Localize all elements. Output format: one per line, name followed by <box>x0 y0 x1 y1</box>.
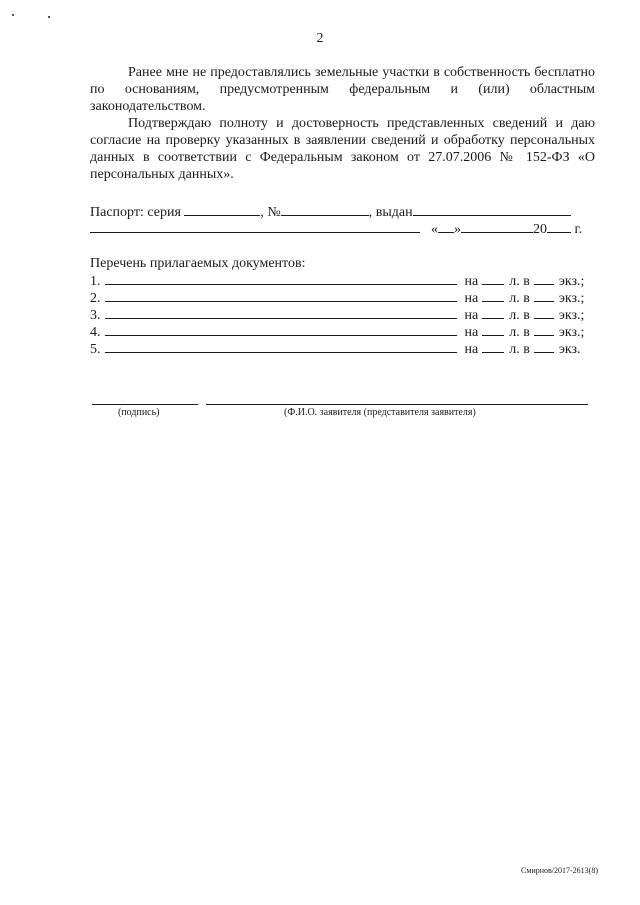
page-number: 2 <box>316 31 324 46</box>
document-item-row <box>90 340 580 358</box>
document-name-field[interactable] <box>105 306 457 319</box>
document-ekz-label: экз.; <box>558 325 585 340</box>
document-ekz-label: экз.; <box>558 291 585 306</box>
document-item-number: 4. <box>90 325 101 340</box>
year-suffix: г. <box>574 222 583 237</box>
passport-number-field[interactable] <box>281 203 369 216</box>
document-copies-field[interactable] <box>534 306 554 319</box>
document-item-row <box>90 272 584 290</box>
passport-series-field[interactable] <box>184 203 260 216</box>
document-copies-field[interactable] <box>534 289 554 302</box>
document-lv-label: л. в <box>509 291 530 306</box>
document-na-label: на <box>464 291 479 306</box>
document-na-label: на <box>464 325 479 340</box>
document-copies-field[interactable] <box>534 340 554 353</box>
signature-caption: (подпись) <box>118 407 160 418</box>
year-prefix: 20 <box>533 222 547 237</box>
document-item-number: 1. <box>90 274 101 289</box>
document-lv-label: л. в <box>509 308 530 323</box>
issue-month-field[interactable] <box>461 220 533 233</box>
document-name-field[interactable] <box>105 272 457 285</box>
document-ekz-label: экз.; <box>558 274 585 289</box>
document-pages-field[interactable] <box>482 272 504 285</box>
paragraph-no-previous-land: Ранее мне не предоставлялись земельные участки в собственность бесплатно по основаниям, предусмотренным федеральным и (или) областным законодательством. <box>90 65 595 114</box>
document-na-label: на <box>464 308 479 323</box>
document-ekz-label: экз. <box>558 342 581 357</box>
document-item-number: 5. <box>90 342 101 357</box>
document-ekz-label: экз.; <box>558 308 585 323</box>
paragraph-consent: Подтверждаю полноту и достоверность представленных сведений и даю согласие на проверку указанных в заявлении сведений и обработку персональных данных в соответствии с Федеральным законом от 27.07.2006 № 152-ФЗ «О персональных данных». <box>90 116 595 182</box>
quote-open: « <box>431 222 438 237</box>
document-copies-field[interactable] <box>534 323 554 336</box>
issue-day-field[interactable] <box>438 220 454 233</box>
document-pages-field[interactable] <box>482 306 504 319</box>
document-lv-label: л. в <box>509 325 530 340</box>
document-na-label: на <box>464 274 479 289</box>
scan-speck <box>48 16 50 18</box>
document-pages-field[interactable] <box>482 323 504 336</box>
issue-year-field[interactable] <box>547 220 571 233</box>
passport-issued-by-field-2[interactable] <box>90 220 420 233</box>
name-caption: (Ф.И.О. заявителя (представителя заявителя) <box>284 407 476 418</box>
document-item-row <box>90 323 584 341</box>
document-name-field[interactable] <box>105 340 457 353</box>
passport-issued-label: , выдан <box>368 205 413 220</box>
scan-speck <box>12 14 14 16</box>
passport-date-line <box>90 220 582 238</box>
passport-issued-by-field[interactable] <box>413 203 571 216</box>
document-item-row <box>90 289 584 307</box>
document-item-number: 2. <box>90 291 101 306</box>
document-copies-field[interactable] <box>534 272 554 285</box>
document-name-field[interactable] <box>105 323 457 336</box>
document-pages-field[interactable] <box>482 340 504 353</box>
footer-code: Смирнов/2017-2613(8) <box>521 866 598 875</box>
document-lv-label: л. в <box>509 342 530 357</box>
documents-heading: Перечень прилагаемых документов: <box>90 256 306 271</box>
quote-close: » <box>454 222 461 237</box>
document-lv-label: л. в <box>509 274 530 289</box>
document-item-row <box>90 306 584 324</box>
name-line[interactable] <box>206 404 588 405</box>
passport-line <box>90 203 571 221</box>
passport-number-label: , № <box>260 205 281 220</box>
signature-line[interactable] <box>92 404 198 405</box>
document-item-number: 3. <box>90 308 101 323</box>
document-na-label: на <box>464 342 479 357</box>
document-name-field[interactable] <box>105 289 457 302</box>
passport-label: Паспорт: серия <box>90 205 181 220</box>
document-pages-field[interactable] <box>482 289 504 302</box>
